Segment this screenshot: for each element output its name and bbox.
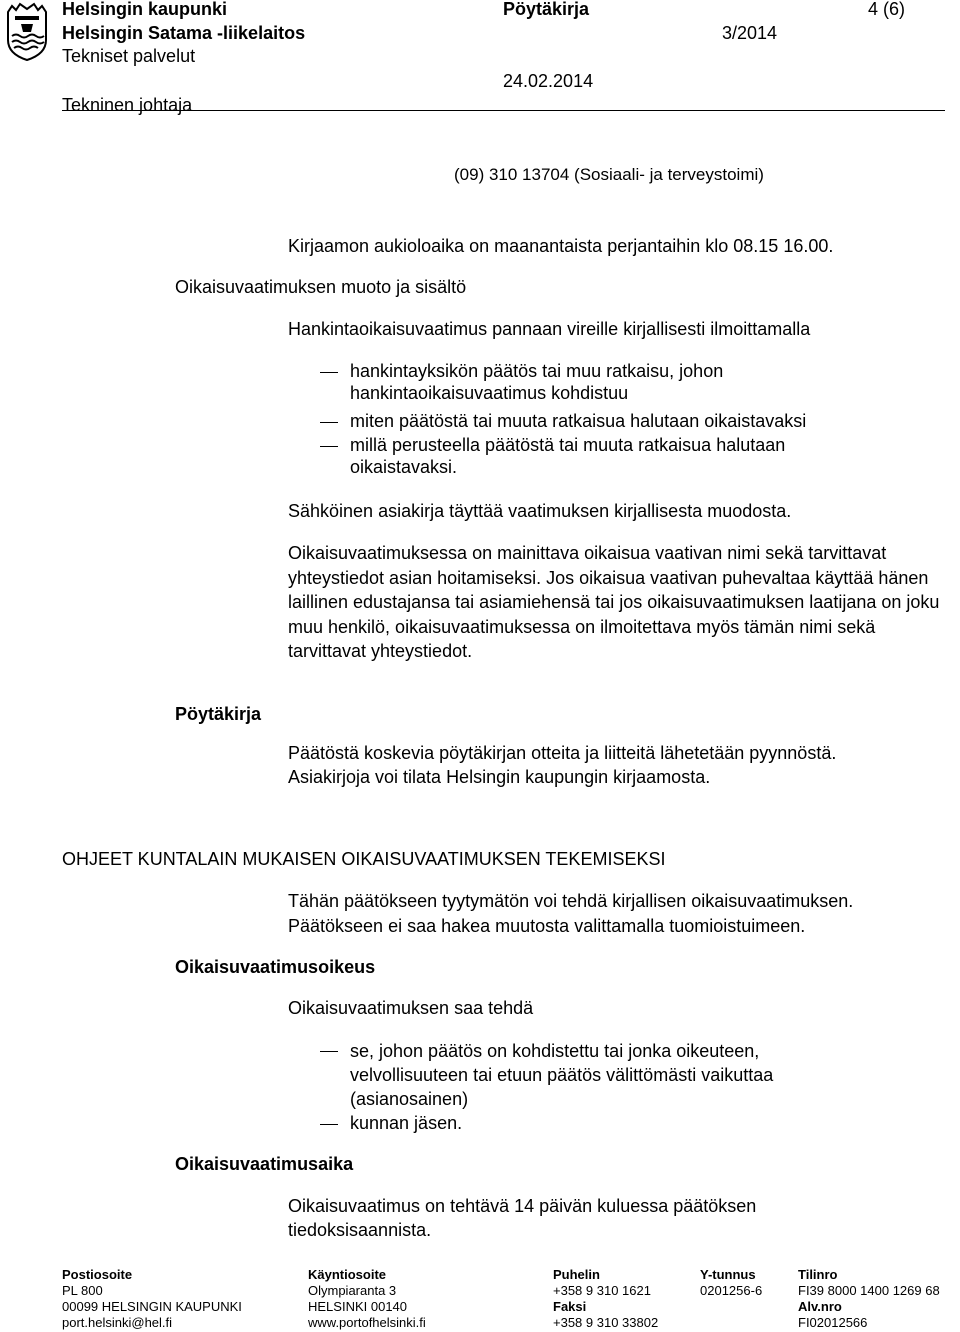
office-hours: Kirjaamon aukioloaika on maanantaista perjantaihin klo 08.15 16.00. bbox=[288, 236, 834, 256]
time-text: Oikaisuvaatimus on tehtävä 14 päivän kuluessa päätöksen tiedoksisaannista. bbox=[288, 1196, 757, 1240]
footer-phone-label: Puhelin bbox=[553, 1267, 600, 1282]
form-item: miten päätöstä tai muuta ratkaisua halutaan oikaistavaksi bbox=[350, 411, 807, 431]
organisation-name: Helsingin Satama -liikelaitos bbox=[62, 23, 306, 43]
instructions-intro: Päätökseen ei saa hakea muutosta valittamalla tuomioistuimeen. bbox=[288, 916, 806, 936]
form-heading: Oikaisuvaatimuksen muoto ja sisältö bbox=[175, 277, 467, 297]
bullet-dash bbox=[320, 446, 338, 447]
bullet-dash bbox=[320, 422, 338, 423]
footer-account-value: FI39 8000 1400 1269 68 bbox=[798, 1283, 940, 1298]
right-intro: Oikaisuvaatimuksen saa tehdä bbox=[288, 998, 534, 1018]
footer-business-id-value: 0201256-6 bbox=[700, 1283, 763, 1298]
footer-postal-label: Postiosoite bbox=[62, 1267, 133, 1282]
footer-visiting-line: HELSINKI 00140 bbox=[308, 1299, 408, 1314]
form-intro: Hankintaoikaisuvaatimus pannaan vireille kirjallisesti ilmoittamalla bbox=[288, 319, 811, 339]
footer-email-link[interactable]: port.helsinki@hel.fi bbox=[62, 1315, 173, 1330]
city-name: Helsingin kaupunki bbox=[62, 0, 228, 19]
time-heading: Oikaisuvaatimusaika bbox=[175, 1154, 354, 1174]
right-item: se, johon päätös on kohdistettu tai jonka oikeuteen, velvollisuuteen tai etuun päätös välittömästi vaikuttaa (asianosainen) bbox=[350, 1041, 774, 1109]
helsinki-crest-icon bbox=[2, 2, 52, 62]
form-item: hankintayksikön päätös tai muu ratkaisu, johon hankintaoikaisuvaatimus kohdistuu bbox=[350, 361, 724, 403]
instructions-intro: Tähän päätökseen tyytymätön voi tehdä kirjallisen oikaisuvaatimuksen. bbox=[288, 891, 854, 911]
signer-title: Tekninen johtaja bbox=[62, 95, 193, 115]
page-number: 4 (6) bbox=[868, 0, 906, 19]
bullet-dash bbox=[320, 1124, 338, 1125]
minutes-heading: Pöytäkirja bbox=[175, 704, 262, 724]
meeting-date: 24.02.2014 bbox=[503, 71, 594, 91]
right-item: kunnan jäsen. bbox=[350, 1113, 463, 1133]
footer-visiting-label: Käyntiosoite bbox=[308, 1267, 387, 1282]
department-name: Tekniset palvelut bbox=[62, 46, 196, 66]
footer-vat-label: Alv.nro bbox=[798, 1299, 842, 1314]
phone-line: (09) 310 13704 (Sosiaali- ja terveystoimi) bbox=[454, 165, 764, 184]
footer-fax-label: Faksi bbox=[553, 1299, 587, 1314]
footer-vat-value: FI02012566 bbox=[798, 1315, 868, 1330]
footer-website-link[interactable]: www.portofhelsinki.fi bbox=[308, 1315, 426, 1330]
footer-account-label: Tilinro bbox=[798, 1267, 838, 1282]
footer-fax-value: +358 9 310 33802 bbox=[553, 1315, 659, 1330]
minutes-text: Päätöstä koskevia pöytäkirjan otteita ja liitteitä lähetetään pyynnöstä. bbox=[288, 743, 837, 763]
minutes-text: Asiakirjoja voi tilata Helsingin kaupungin kirjaamosta. bbox=[288, 767, 711, 787]
instructions-title: OHJEET KUNTALAIN MUKAISEN OIKAISUVAATIMUKSEN TEKEMISEKSI bbox=[62, 849, 666, 869]
form-item: millä perusteella päätöstä tai muuta ratkaisua halutaan oikaistavaksi. bbox=[350, 435, 786, 477]
document-type: Pöytäkirja bbox=[503, 0, 590, 19]
claimant-info: Oikaisuvaatimuksessa on mainittava oikaisua vaativan nimi sekä tarvittavat yhteystiedot asian hoitamiseksi. Jos oikaisua vaativan puhevaltaa käyttää hänen laillinen edustajansa tai asiamiehensä tai jos oikaisuvaatimuksen laatijana on joku muu henkilö, oikaisuvaatimuksessa on ilmoitettava myös tämän nimi sekä tarvittavat yhteystiedot. bbox=[288, 543, 940, 661]
right-heading: Oikaisuvaatimusoikeus bbox=[175, 957, 376, 977]
electronic-doc-note: Sähköinen asiakirja täyttää vaatimuksen kirjallisesta muodosta. bbox=[288, 501, 792, 521]
bullet-dash bbox=[320, 372, 338, 373]
bullet-dash bbox=[320, 1051, 338, 1052]
footer-postal-line: 00099 HELSINGIN KAUPUNKI bbox=[62, 1299, 242, 1314]
header-rule bbox=[62, 110, 945, 111]
footer-postal-line: PL 800 bbox=[62, 1283, 103, 1298]
footer-visiting-line: Olympiaranta 3 bbox=[308, 1283, 397, 1298]
footer-phone-value: +358 9 310 1621 bbox=[553, 1283, 651, 1298]
footer-business-id-label: Y-tunnus bbox=[700, 1267, 756, 1282]
document-number: 3/2014 bbox=[722, 23, 778, 43]
